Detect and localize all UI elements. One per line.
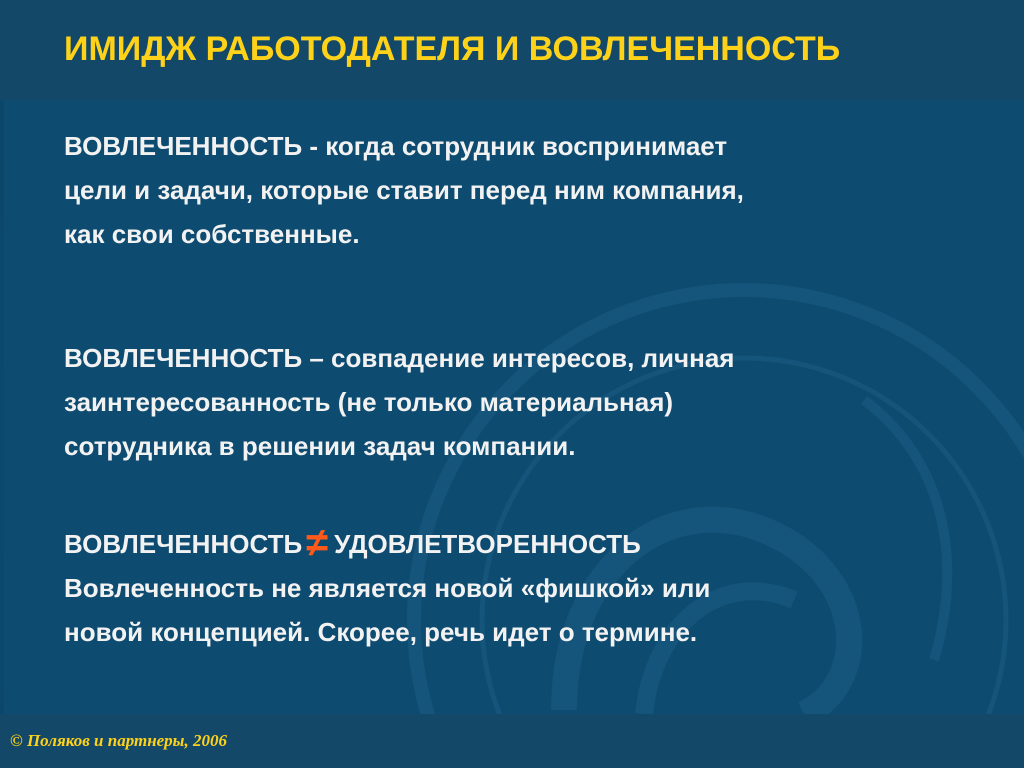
paragraph-line: цели и задачи, которые ставит перед ним компания, — [64, 175, 744, 205]
paragraph-line: ВОВЛЕЧЕННОСТЬ – совпадение интересов, личная — [64, 343, 735, 373]
paragraph-line: новой концепцией. Скорее, речь идет о термине. — [64, 617, 698, 647]
paragraph-definition-2 — [64, 336, 734, 468]
heading-right: УДОВЛЕТВОРЕННОСТЬ — [334, 529, 641, 559]
not-equal-icon: ≠ — [306, 521, 329, 565]
slide-title: ИМИДЖ РАБОТОДАТЕЛЯ И ВОВЛЕЧЕННОСТЬ — [64, 30, 841, 68]
paragraph-definition-1 — [64, 124, 744, 256]
content-panel — [4, 100, 1024, 714]
heading-left: ВОВЛЕЧЕННОСТЬ — [64, 529, 303, 559]
paragraph-line: как свои собственные. — [64, 219, 360, 249]
paragraph-line: сотрудника в решении задач компании. — [64, 431, 576, 461]
paragraph-line: ВОВЛЕЧЕННОСТЬ - когда сотрудник воспринимает — [64, 131, 728, 161]
paragraph-line: Вовлеченность не является новой «фишкой» или — [64, 573, 711, 603]
comparison-heading — [64, 518, 710, 566]
copyright-footer: © Поляков и партнеры, 2006 — [10, 731, 227, 750]
paragraph-line: заинтересованность (не только материальная) — [64, 387, 674, 417]
paragraph-comparison — [64, 518, 710, 654]
